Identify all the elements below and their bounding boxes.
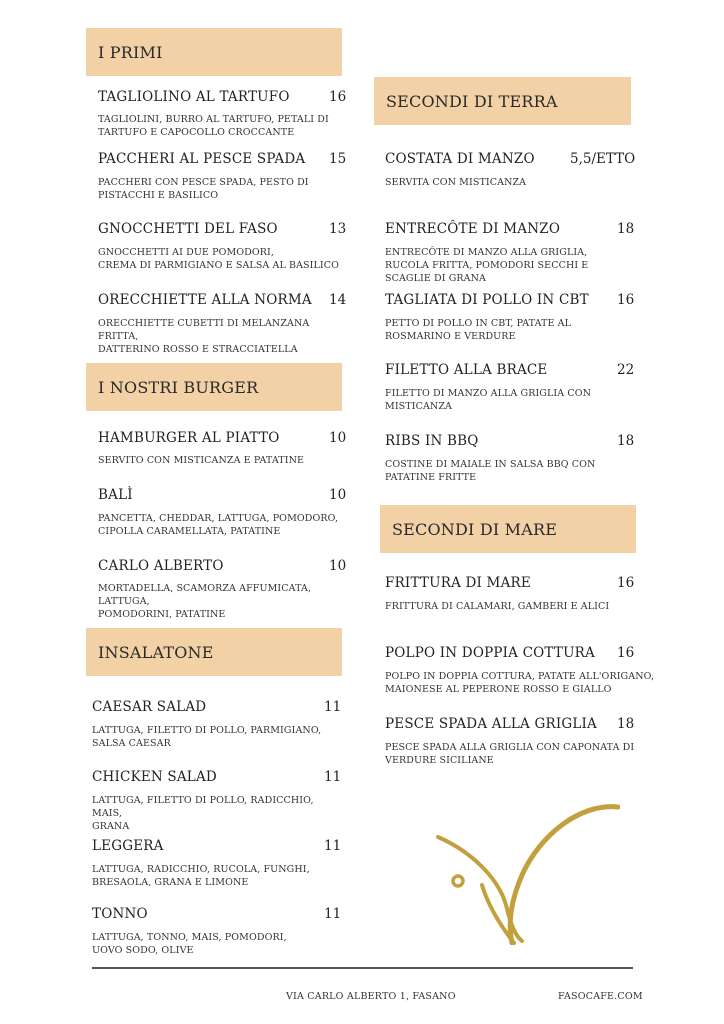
item-price: 13 xyxy=(329,221,347,237)
item-description: SERVITA CON MISTICANZA xyxy=(385,177,527,188)
item-price: 16 xyxy=(329,89,347,105)
menu-item xyxy=(385,575,635,612)
item-description: GNOCCHETTI AI DUE POMODORI, CREMA DI PARMIGIANO E SALSA AL BASILICO xyxy=(98,247,340,271)
item-title: ORECCHIETTE ALLA NORMA xyxy=(98,292,312,308)
item-title: RIBS IN BBQ xyxy=(385,433,479,449)
section-header-secondi-mare: SECONDI DI MARE xyxy=(380,505,636,553)
item-description: PACCHERI CON PESCE SPADA, PESTO DI PISTACCHI E BASILICO xyxy=(98,177,309,201)
item-title: TONNO xyxy=(92,906,148,922)
section-header-secondi-terra: SECONDI DI TERRA xyxy=(374,77,631,125)
item-description: POLPO IN DOPPIA COTTURA, PATATE ALL'ORIGANO, MAIONESE AL PEPERONE ROSSO E GIALLO xyxy=(385,671,655,695)
item-title: PESCE SPADA ALLA GRIGLIA xyxy=(385,716,597,732)
item-price: 14 xyxy=(329,292,347,308)
item-price: 10 xyxy=(329,558,347,574)
menu-item xyxy=(385,221,635,284)
item-price: 5,5/ETTO xyxy=(570,151,636,167)
item-title: HAMBURGER AL PIATTO xyxy=(98,430,280,446)
menu-item xyxy=(92,906,342,956)
menu-item xyxy=(98,558,347,620)
item-price: 10 xyxy=(329,487,347,503)
item-description: LATTUGA, TONNO, MAIS, POMODORI, UOVO SODO, OLIVE xyxy=(92,932,287,956)
item-title: TAGLIOLINO AL TARTUFO xyxy=(98,89,290,105)
menu-item xyxy=(92,699,342,749)
item-price: 18 xyxy=(617,433,635,449)
item-description: MORTADELLA, SCAMORZA AFFUMICATA, LATTUGA, POMODORINI, PATATINE xyxy=(98,583,312,620)
item-price: 15 xyxy=(329,151,347,167)
item-description: ENTRECÔTE DI MANZO ALLA GRIGLIA, RUCOLA FRITTA, POMODORI SECCHI E SCAGLIE DI GRANA xyxy=(385,247,589,284)
item-price: 10 xyxy=(329,430,347,446)
item-description: FRITTURA DI CALAMARI, GAMBERI E ALICI xyxy=(385,601,610,612)
menu-item xyxy=(98,221,347,271)
item-price: 16 xyxy=(617,292,635,308)
item-price: 18 xyxy=(617,221,635,237)
item-price: 16 xyxy=(617,575,635,591)
item-title: CARLO ALBERTO xyxy=(98,558,224,574)
section-header-primi: I PRIMI xyxy=(86,28,342,76)
item-description: ORECCHIETTE CUBETTI DI MELANZANA FRITTA, DATTERINO ROSSO E STRACCIATELLA xyxy=(98,318,310,355)
item-description: TAGLIOLINI, BURRO AL TARTUFO, PETALI DI TARTUFO E CAPOCOLLO CROCCANTE xyxy=(98,114,329,138)
item-price: 11 xyxy=(324,838,342,854)
section-header-burger: I NOSTRI BURGER xyxy=(86,363,342,411)
menu-item xyxy=(385,645,655,695)
menu-item xyxy=(98,89,347,138)
item-description: LATTUGA, FILETTO DI POLLO, PARMIGIANO, SALSA CAESAR xyxy=(92,725,322,749)
item-title: LEGGERA xyxy=(92,838,164,854)
item-price: 18 xyxy=(617,716,635,732)
menu-item xyxy=(92,838,342,888)
menu-item xyxy=(385,151,636,188)
item-price: 11 xyxy=(324,699,342,715)
menu-item xyxy=(98,151,347,201)
footer-divider xyxy=(92,967,633,969)
item-title: GNOCCHETTI DEL FASO xyxy=(98,221,278,237)
item-title: POLPO IN DOPPIA COTTURA xyxy=(385,645,595,661)
item-title: PACCHERI AL PESCE SPADA xyxy=(98,151,306,167)
item-title: CHICKEN SALAD xyxy=(92,769,217,785)
item-title: CAESAR SALAD xyxy=(92,699,207,715)
menu-item xyxy=(92,769,342,832)
item-title: ENTRECÔTE DI MANZO xyxy=(385,221,561,237)
item-description: PETTO DI POLLO IN CBT, PATATE AL ROSMARINO E VERDURE xyxy=(385,318,571,342)
item-title: COSTATA DI MANZO xyxy=(385,151,535,167)
item-price: 22 xyxy=(617,362,635,378)
item-title: BALÌ xyxy=(98,487,133,503)
menu-item xyxy=(385,362,635,412)
item-description: SERVITO CON MISTICANZA E PATATINE xyxy=(98,455,305,466)
item-description: COSTINE DI MAIALE IN SALSA BBQ CON PATATINE FRITTE xyxy=(385,459,596,483)
menu-item xyxy=(98,487,347,537)
item-price: 11 xyxy=(324,906,342,922)
item-description: FILETTO DI MANZO ALLA GRIGLIA CON MISTICANZA xyxy=(385,388,591,412)
menu-item xyxy=(98,430,347,466)
item-description: LATTUGA, FILETTO DI POLLO, RADICCHIO, MAIS, GRANA xyxy=(92,795,314,832)
item-title: FILETTO ALLA BRACE xyxy=(385,362,548,378)
faso-swoosh-logo-icon xyxy=(430,795,620,945)
item-description: PANCETTA, CHEDDAR, LATTUGA, POMODORO, CIPOLLA CARAMELLATA, PATATINE xyxy=(98,513,339,537)
section-header-insalatone: INSALATONE xyxy=(86,628,342,676)
item-price: 11 xyxy=(324,769,342,785)
item-title: FRITTURA DI MARE xyxy=(385,575,531,591)
footer-website[interactable]: FASOCAFE.COM xyxy=(558,991,643,1002)
item-description: LATTUGA, RADICCHIO, RUCOLA, FUNGHI, BRESAOLA, GRANA E LIMONE xyxy=(92,864,310,888)
menu-item xyxy=(385,433,635,483)
item-price: 16 xyxy=(617,645,635,661)
menu-item xyxy=(98,292,347,355)
menu-item xyxy=(385,292,635,342)
menu-item xyxy=(385,716,635,766)
footer-address: VIA CARLO ALBERTO 1, FASANO xyxy=(286,991,456,1002)
item-title: TAGLIATA DI POLLO IN CBT xyxy=(385,292,589,308)
item-description: PESCE SPADA ALLA GRIGLIA CON CAPONATA DI VERDURE SICILIANE xyxy=(385,742,635,766)
